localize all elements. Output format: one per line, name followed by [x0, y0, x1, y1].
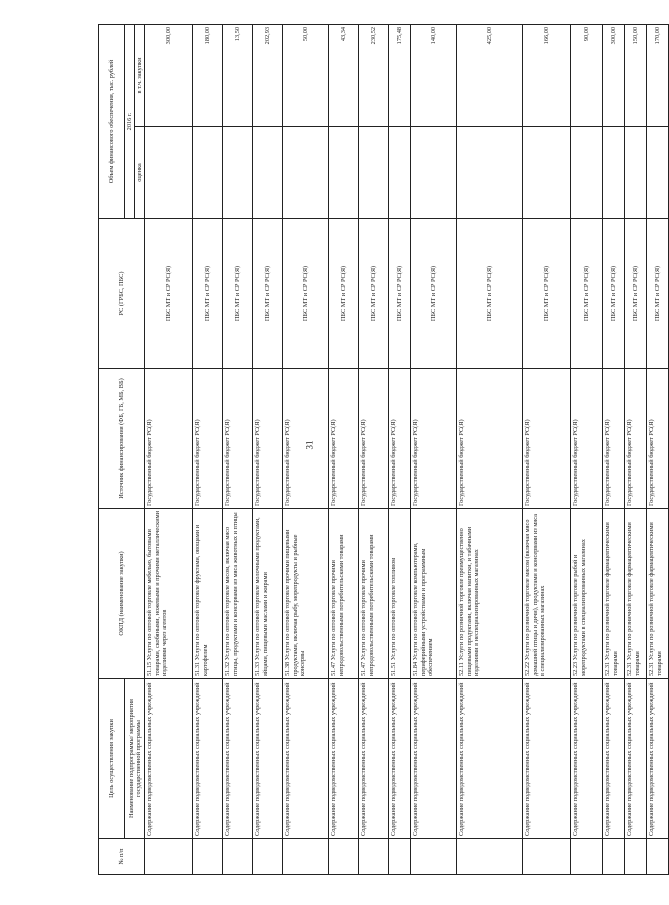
rs-cell: ПБС МТ и СР РС(Я) — [647, 219, 669, 369]
purchases-amount-cell: 230,52 — [359, 24, 389, 126]
goal-cell: Содержание подведомственных социальных учреждений — [523, 679, 571, 839]
row-number-cell — [329, 839, 359, 875]
table-row — [359, 24, 389, 874]
goal-cell: Содержание подведомственных социальных учреждений — [647, 679, 669, 839]
rs-cell: ПБС МТ и СР РС(Я) — [389, 219, 411, 369]
okpd-cell: 52.31 Услуги по розничной торговле фармацевтическими товарами — [647, 509, 669, 679]
col-source-header: Источник финансирования (ФБ, ГБ, МБ, ВБ) — [99, 369, 145, 509]
rs-cell: ПБС МТ и СР РС(Я) — [523, 219, 571, 369]
procurement-table — [98, 24, 669, 875]
source-cell: Государственный бюджет РС(Я) — [647, 369, 669, 509]
okpd-cell: 51.33 Услуги по оптовой торговле молочными продуктами, яйцами, пищевыми маслами и жирами — [253, 509, 283, 679]
table-row — [329, 24, 359, 874]
table-body — [145, 24, 669, 874]
purchases-amount-cell: 425,00 — [457, 24, 523, 126]
purchases-amount-cell: 90,00 — [571, 24, 603, 126]
col-year-header: 2016 г. — [125, 24, 135, 218]
source-cell: Государственный бюджет РС(Я) — [329, 369, 359, 509]
estimate-cell — [389, 127, 411, 219]
row-number-cell — [283, 839, 329, 875]
table-row — [253, 24, 283, 874]
col-estimate-header: оценка — [135, 127, 145, 219]
rs-cell: ПБС МТ и СР РС(Я) — [603, 219, 625, 369]
rs-cell: ПБС МТ и СР РС(Я) — [145, 219, 193, 369]
goal-cell: Содержание подведомственных социальных учреждений — [223, 679, 253, 839]
col-okpd-header: ОКПД (наименование закупки) — [99, 509, 145, 679]
okpd-cell: 52.11 Услуги по розничной торговле преимущественно пищевыми продуктами, включая напитки, и табачными изделиями в неспециализированных магазинах — [457, 509, 523, 679]
estimate-cell — [223, 127, 253, 219]
row-number-cell — [389, 839, 411, 875]
rs-cell: ПБС МТ и СР РС(Я) — [571, 219, 603, 369]
rs-cell: ПБС МТ и СР РС(Я) — [223, 219, 253, 369]
okpd-cell: 51.38 Услуги по оптовой торговле прочими пищевыми продуктами, включая рыбу, морепродукты и рыбные консервы — [283, 509, 329, 679]
okpd-cell: 51.31 Услуги по оптовой торговле фруктами, овощами и картофелем — [193, 509, 223, 679]
table-row — [523, 24, 571, 874]
okpd-cell: 51.47 Услуги по оптовой торговле прочими непродовольственными потребительскими товарами — [329, 509, 359, 679]
col-rs-header: РС (ГРБС, ПБС) — [99, 219, 145, 369]
goal-cell: Содержание подведомственных социальных учреждений — [389, 679, 411, 839]
purchases-amount-cell: 175,48 — [389, 24, 411, 126]
table-row — [283, 24, 329, 874]
goal-cell: Содержание подведомственных социальных учреждений — [283, 679, 329, 839]
table-row — [571, 24, 603, 874]
purchases-amount-cell: 13,50 — [223, 24, 253, 126]
table-row — [457, 24, 523, 874]
okpd-cell: 52.22 Услуги по розничной торговле мясом (включая мясо домашней птицы и дичи), продуктами и консервами из мяса в специализированных магазинах — [523, 509, 571, 679]
source-cell: Государственный бюджет РС(Я) — [523, 369, 571, 509]
row-number-cell — [457, 839, 523, 875]
row-number-cell — [253, 839, 283, 875]
estimate-cell — [571, 127, 603, 219]
okpd-cell: 52.23 Услуги по розничной торговле рыбой и морепродуктами в специализированных магазинах — [571, 509, 603, 679]
source-cell: Государственный бюджет РС(Я) — [571, 369, 603, 509]
goal-cell: Содержание подведомственных социальных учреждений — [457, 679, 523, 839]
okpd-cell: 51.32 Услуги по оптовой торговле мясом, включая мясо птицы, продуктами и консервами из мяса животных и птицы — [223, 509, 253, 679]
source-cell: Государственный бюджет РС(Я) — [389, 369, 411, 509]
source-cell: Государственный бюджет РС(Я) — [223, 369, 253, 509]
purchases-amount-cell: 150,00 — [625, 24, 647, 126]
row-number-cell — [193, 839, 223, 875]
table-row — [411, 24, 457, 874]
goal-cell: Содержание подведомственных социальных учреждений — [253, 679, 283, 839]
rs-cell: ПБС МТ и СР РС(Я) — [411, 219, 457, 369]
purchases-amount-cell: 140,00 — [411, 24, 457, 126]
row-number-cell — [223, 839, 253, 875]
okpd-cell: 52.31 Услуги по розничной торговле фармацевтическими товарами — [625, 509, 647, 679]
purchases-amount-cell: 166,00 — [523, 24, 571, 126]
source-cell: Государственный бюджет РС(Я) — [603, 369, 625, 509]
row-number-cell — [359, 839, 389, 875]
estimate-cell — [523, 127, 571, 219]
source-cell: Государственный бюджет РС(Я) — [145, 369, 193, 509]
goal-cell: Содержание подведомственных социальных учреждений — [145, 679, 193, 839]
rs-cell: ПБС МТ и СР РС(Я) — [625, 219, 647, 369]
source-cell: Государственный бюджет РС(Я) — [359, 369, 389, 509]
table-row — [145, 24, 193, 874]
row-number-cell — [571, 839, 603, 875]
rs-cell: ПБС МТ и СР РС(Я) — [329, 219, 359, 369]
table-row — [223, 24, 253, 874]
purchases-amount-cell: 180,00 — [193, 24, 223, 126]
goal-cell: Содержание подведомственных социальных учреждений — [571, 679, 603, 839]
estimate-cell — [647, 127, 669, 219]
goal-cell: Содержание подведомственных социальных учреждений — [603, 679, 625, 839]
goal-cell: Содержание подведомственных социальных учреждений — [329, 679, 359, 839]
okpd-cell: 51.47 Услуги по оптовой торговле прочими непродовольственными потребительскими товарами — [359, 509, 389, 679]
okpd-cell: 51.84 Услуги по оптовой торговле компьютерами, периферийными устройствами и программным обеспечением — [411, 509, 457, 679]
table-row — [193, 24, 223, 874]
estimate-cell — [359, 127, 389, 219]
purchases-amount-cell: 50,00 — [283, 24, 329, 126]
estimate-cell — [411, 127, 457, 219]
col-purchases-header: в т.ч. закупки — [135, 24, 145, 126]
source-cell: Государственный бюджет РС(Я) — [411, 369, 457, 509]
table-row — [647, 24, 669, 874]
rs-cell: ПБС МТ и СР РС(Я) — [193, 219, 223, 369]
goal-cell: Содержание подведомственных социальных учреждений — [625, 679, 647, 839]
rs-cell: ПБС МТ и СР РС(Я) — [457, 219, 523, 369]
source-cell: Государственный бюджет РС(Я) — [457, 369, 523, 509]
rs-cell: ПБС МТ и СР РС(Я) — [253, 219, 283, 369]
table-row — [389, 24, 411, 874]
estimate-cell — [625, 127, 647, 219]
row-number-cell — [647, 839, 669, 875]
purchases-amount-cell: 300,00 — [145, 24, 193, 126]
estimate-cell — [283, 127, 329, 219]
goal-cell: Содержание подведомственных социальных учреждений — [411, 679, 457, 839]
okpd-cell: 51.51 Услуги по оптовой торговле топливом — [389, 509, 411, 679]
source-cell: Государственный бюджет РС(Я) — [283, 369, 329, 509]
rs-cell: ПБС МТ и СР РС(Я) — [283, 219, 329, 369]
estimate-cell — [193, 127, 223, 219]
rotated-table-container — [98, 25, 663, 875]
estimate-cell — [457, 127, 523, 219]
table-row — [603, 24, 625, 874]
table-row — [625, 24, 647, 874]
row-number-cell — [625, 839, 647, 875]
estimate-cell — [329, 127, 359, 219]
goal-cell: Содержание подведомственных социальных учреждений — [193, 679, 223, 839]
purchases-amount-cell: 43,34 — [329, 24, 359, 126]
okpd-cell: 51.15 Услуги по оптовой торговле мебелью, бытовыми товарами, скобяными, ножевыми и прочими металлическими изделиями через агентов — [145, 509, 193, 679]
col-subgoal-header: Наименование подпрограммы/ мероприятия государственной программы — [125, 679, 145, 839]
estimate-cell — [145, 127, 193, 219]
col-goal-header: Цель осуществления закупки — [99, 679, 125, 839]
estimate-cell — [253, 127, 283, 219]
row-number-cell — [603, 839, 625, 875]
source-cell: Государственный бюджет РС(Я) — [253, 369, 283, 509]
rs-cell: ПБС МТ и СР РС(Я) — [359, 219, 389, 369]
row-number-cell — [523, 839, 571, 875]
row-number-cell — [145, 839, 193, 875]
page-number: 31 — [304, 440, 315, 450]
source-cell: Государственный бюджет РС(Я) — [193, 369, 223, 509]
col-number-header: № п/п — [99, 839, 145, 875]
goal-cell: Содержание подведомственных социальных учреждений — [359, 679, 389, 839]
okpd-cell: 52.31 Услуги по розничной торговле фармацевтическими товарами — [603, 509, 625, 679]
row-number-cell — [411, 839, 457, 875]
purchases-amount-cell: 300,00 — [603, 24, 625, 126]
col-finance-header: Объем финансового обеспечения, тыс. рублей — [99, 24, 125, 218]
source-cell: Государственный бюджет РС(Я) — [625, 369, 647, 509]
purchases-amount-cell: 170,00 — [647, 24, 669, 126]
estimate-cell — [603, 127, 625, 219]
purchases-amount-cell: 202,93 — [253, 24, 283, 126]
